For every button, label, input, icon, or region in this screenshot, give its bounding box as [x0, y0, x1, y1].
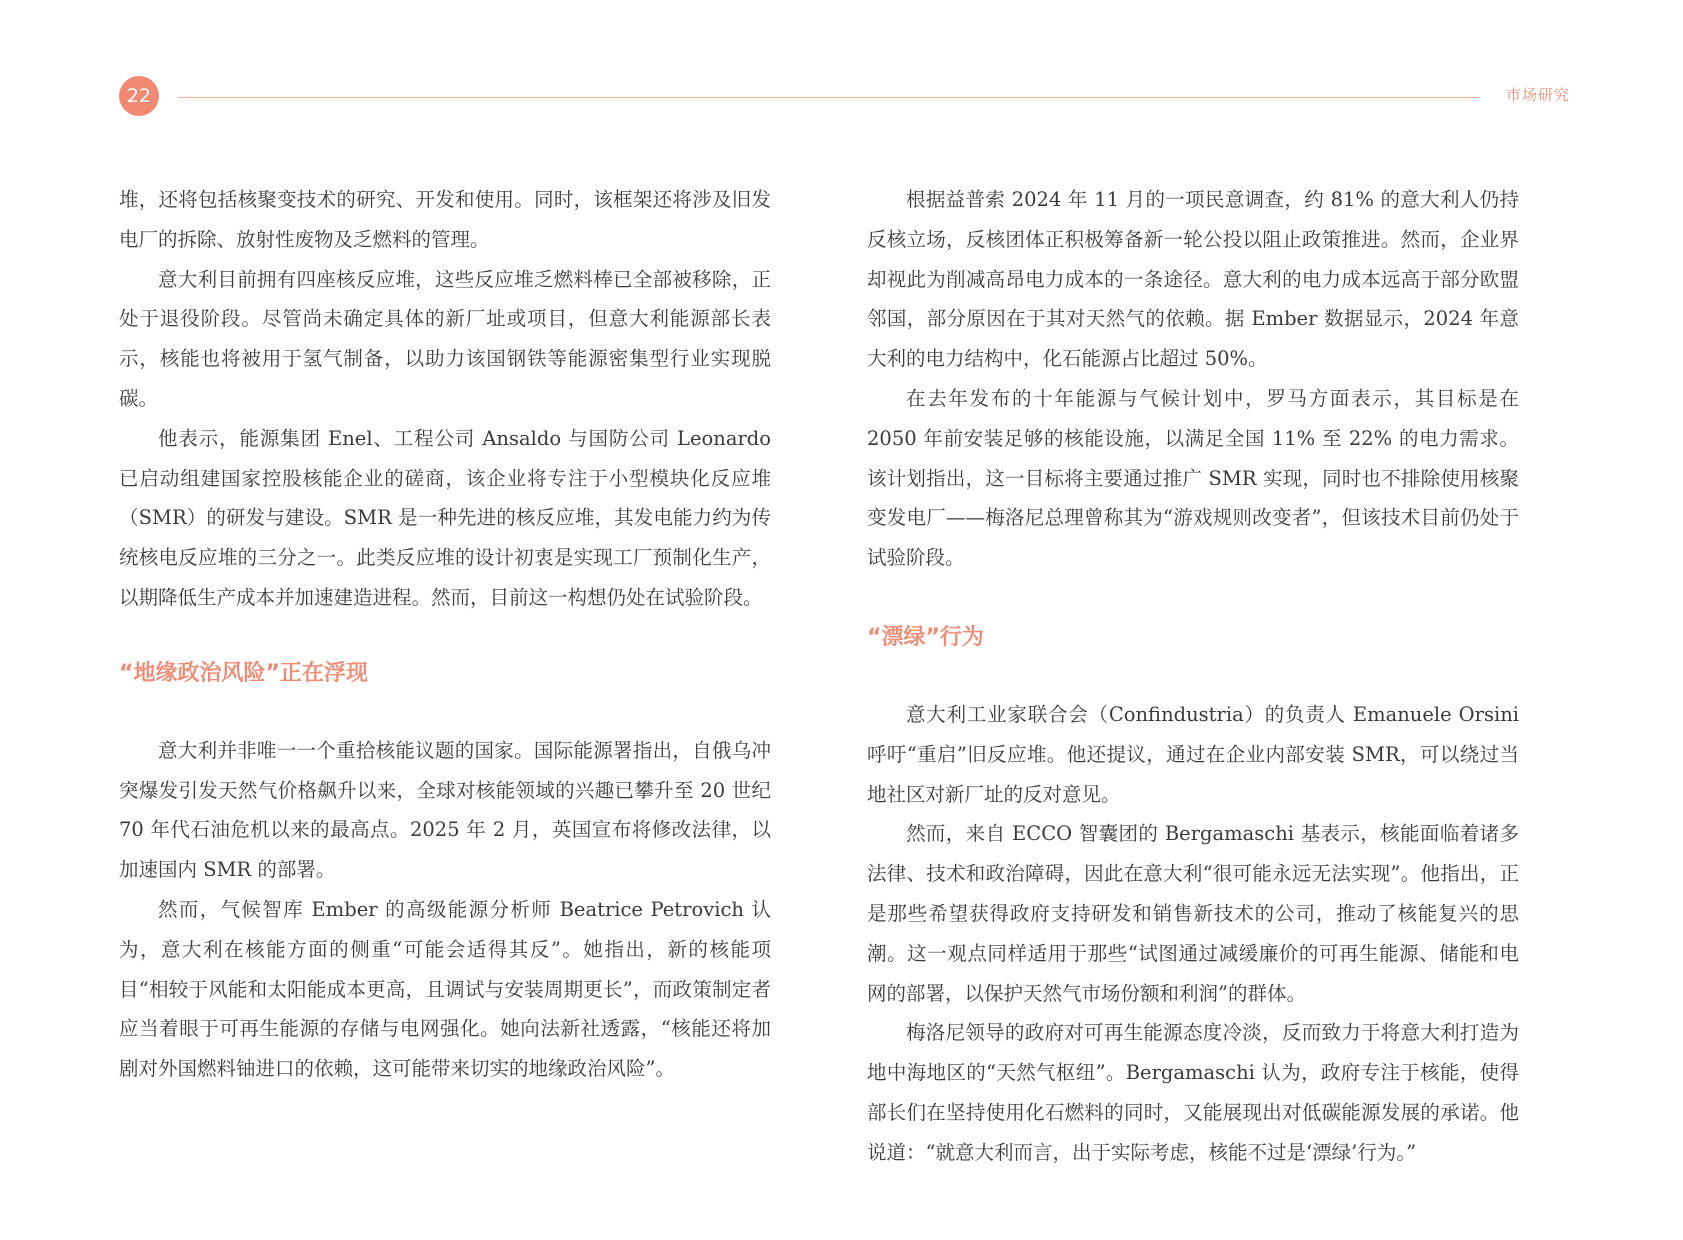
paragraph: 意大利工业家联合会（Confindustria）的负责人 Emanuele Orsini 呼吁“重启”旧反应堆。他还提议，通过在企业内部安装 SMR，可以绕过当地社区对新厂址的反对意见。: [867, 702, 1519, 806]
header-divider: [178, 97, 1480, 98]
right-column: [867, 180, 1519, 1173]
paragraph: 他表示，能源集团 Enel、工程公司 Ansaldo 与国防公司 Leonardo 已启动组建国家控股核能企业的磋商，该企业将专注于小型模块化反应堆（SMR）的研发与建设。SMR 是一种先进的核反应堆，其发电能力约为传统核电反应堆的三分之一。此类反应堆的设计初衷是实现工厂预制化生产，以期降低生产成本并加速建造进程。然而，目前这一构想仍处在试验阶段。: [119, 426, 771, 609]
section-label: 市场研究: [1505, 86, 1570, 104]
paragraph: 然而，气候智库 Ember 的高级能源分析师 Beatrice Petrovich 认为，意大利在核能方面的侧重“可能会适得其反”。她指出，新的核能项目“相较于风能和太阳能成本更高，且调试与安装周期更长”，而政策制定者应当着眼于可再生能源的存储与电网强化。她向法新社透露，“核能还将加剧对外国燃料铀进口的依赖，这可能带来切实的地缘政治风险”。: [119, 897, 771, 1081]
paragraph: 意大利并非唯一一个重拾核能议题的国家。国际能源署指出，自俄乌冲突爆发引发天然气价格飙升以来，全球对核能领域的兴趣已攀升至 20 世纪 70 年代石油危机以来的最高点。2025 年 2 月，英国宣布将修改法律，以加速国内 SMR 的部署。: [119, 738, 771, 882]
paragraph: 梅洛尼领导的政府对可再生能源态度冷淡，反而致力于将意大利打造为地中海地区的“天然气枢纽”。Bergamaschi 认为，政府专注于核能，使得部长们在坚持使用化石燃料的同时，又能展现出对低碳能源发展的承诺。他说道：“就意大利而言，出于实际考虑，核能不过是‘漂绿’行为。”: [867, 1021, 1519, 1164]
paragraph: 根据益普索 2024 年 11 月的一项民意调查，约 81% 的意大利人仍持反核立场，反核团体正积极筹备新一轮公投以阻止政策推进。然而，企业界却视此为削减高昂电力成本的一条途径。意大利的电力成本远高于部分欧盟邻国，部分原因在于其对天然气的依赖。据 Ember 数据显示，2024 年意大利的电力结构中，化石能源占比超过 50%。: [867, 188, 1519, 371]
page-number-badge: 22: [119, 76, 159, 116]
left-column: [119, 180, 771, 1089]
paragraph: 堆，还将包括核聚变技术的研究、开发和使用。同时，该框架还将涉及旧发电厂的拆除、放射性废物及乏燃料的管理。: [119, 188, 771, 251]
paragraph: 然而，来自 ECCO 智囊团的 Bergamaschi 基表示，核能面临着诸多法律、技术和政治障碍，因此在意大利“很可能永远无法实现”。他指出，正是那些希望获得政府支持研发和销售新技术的公司，推动了核能复兴的思潮。这一观点同样适用于那些“试图通过减缓廉价的可再生能源、储能和电网的部署，以保护天然气市场份额和利润”的群体。: [867, 822, 1519, 1005]
section-heading: “地缘政治风险”正在浮现: [119, 660, 368, 686]
paragraph: 在去年发布的十年能源与气候计划中，罗马方面表示，其目标是在 2050 年前安装足够的核能设施，以满足全国 11% 至 22% 的电力需求。该计划指出，这一目标将主要通过推广 SMR 实现，同时也不排除使用核聚变发电厂——梅洛尼总理曾称其为“游戏规则改变者”，但该技术目前仍处于试验阶段。: [867, 386, 1519, 570]
paragraph: 意大利目前拥有四座核反应堆，这些反应堆乏燃料棒已全部被移除，正处于退役阶段。尽管尚未确定具体的新厂址或项目，但意大利能源部长表示，核能也将被用于氢气制备，以助力该国钢铁等能源密集型行业实现脱碳。: [119, 267, 771, 410]
section-heading: “漂绿”行为: [867, 624, 984, 650]
